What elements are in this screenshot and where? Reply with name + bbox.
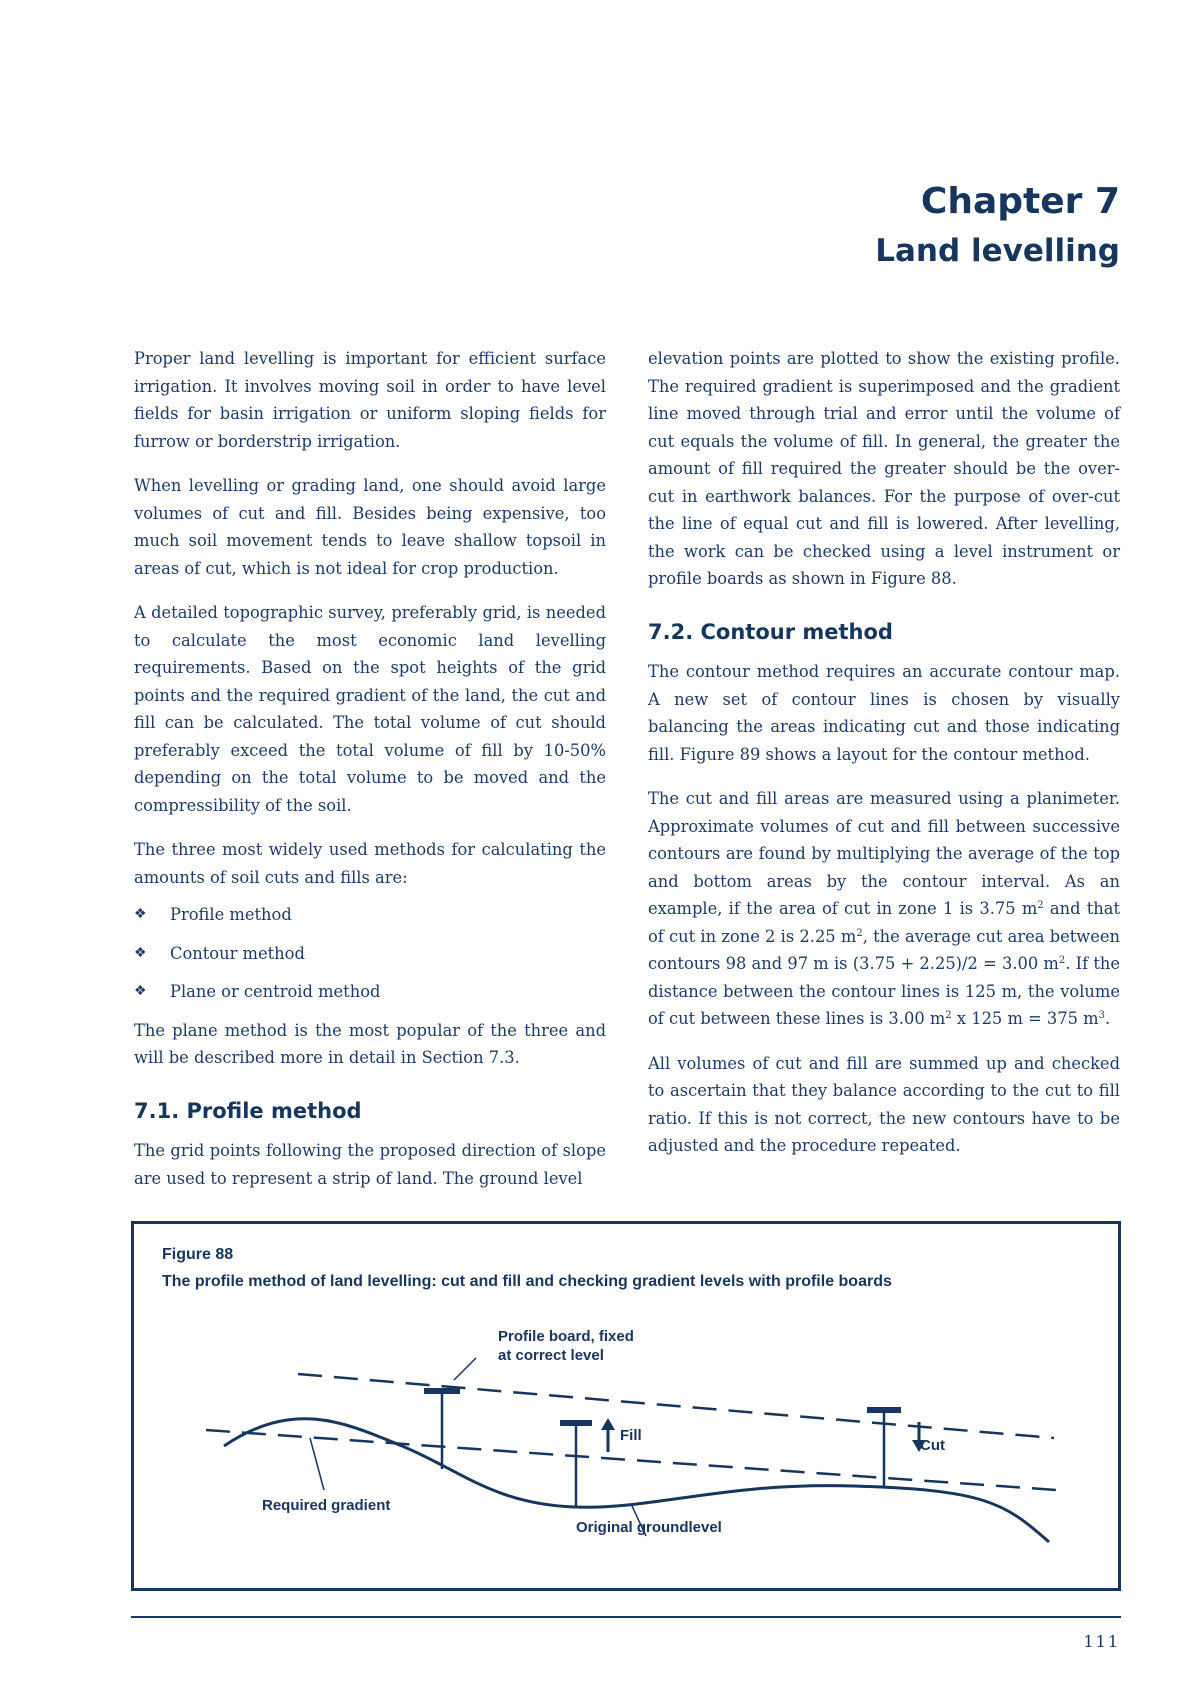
paragraph: A detailed topographic survey, preferably grid, is needed to calculate the most economic land levelling requirements. Based on the spot heights of the grid points and the required gradient of the land, the cut and fill can be calculated. The total volume of cut should preferably exceed the total volume of fill by 10-50% depending on the total volume to be moved and the compressibility of the soil. [134,603,606,815]
leader-line [310,1438,324,1490]
paragraph: The three most widely used methods for calculating the amounts of soil cuts and fills are: [134,840,606,887]
profile-diagram [134,1224,1118,1588]
paragraph: The cut and fill areas are measured using a planimeter. Approximate volumes of cut and fill between successive contours are found by multiplying the average of the top and bottom areas by the contour interval. As an example, if the area of cut in zone 1 is 3.75 $m^2$ and that of cut in zone 2 is 2.25 $m^2$, the average cut area between contours 98 and 97 m is (3.75 + 2.25)/2 = 3.00 $m^2$. If the distance between the contour lines is 125 m, the volume of cut between these lines is 3.00 $m^2$ x 125 m = 375 $m^3$. [648,789,1120,1028]
profile-board-label: at correct level [498,1347,604,1364]
list-item: ❖ Plane or centroid method [134,978,606,1006]
paragraph: Proper land levelling is important for efficient surface irrigation. It involves moving soil in order to have level fields for basin irrigation or uniform sloping fields for furrow or borderstrip irrigation. [134,349,606,451]
chapter-number: Chapter 7 [920,181,1120,222]
fill-label: Fill [620,1427,642,1444]
profile-line [298,1374,1054,1438]
figure-caption: The profile method of land levelling: cut and fill and checking gradient levels with profile boards [162,1273,892,1290]
footer-rule [131,1616,1121,1618]
required-gradient-label: Required gradient [262,1497,391,1514]
methods-list [134,901,606,1006]
diamond-bullet-icon: ❖ [134,906,147,922]
leader-line [454,1358,476,1380]
paragraph: elevation points are plotted to show the existing profile. The required gradient is superimposed and the gradient line moved through trial and error until the volume of cut equals the volume of fill. In general, the greater the amount of fill required the greater should be the over-cut in earthwork balances. For the purpose of over-cut the line of equal cut and fill is lowered. After levelling, the work can be checked using a level instrument or profile boards as shown in Figure 88. [648,349,1120,588]
paragraph: The grid points following the proposed direction of slope are used to represent a strip of land. The ground level [134,1141,606,1188]
section-heading: 7.1. Profile method [134,1098,362,1123]
paragraph: The contour method requires an accurate contour map. A new set of contour lines is chosen by visually balancing the areas indicating cut and those indicating fill. Figure 89 shows a layout for the contour method. [648,662,1120,764]
paragraph: When levelling or grading land, one should avoid large volumes of cut and fill. Besides being expensive, too much soil movement tends to leave shallow topsoil in areas of cut, which is not ideal for crop production. [134,476,606,578]
figure-88 [131,1221,1121,1591]
original-groundlevel-label: Original groundlevel [576,1519,722,1536]
list-item: ❖ Contour method [134,940,606,968]
paragraph: The plane method is the most popular of the three and will be described more in detail in Section 7.3. [134,1020,606,1067]
list-item: ❖ Profile method [134,901,606,929]
cut-label: Cut [920,1437,945,1454]
diamond-bullet-icon: ❖ [134,944,147,961]
diamond-bullet-icon: ❖ [134,983,147,999]
figure-label: Figure 88 [162,1246,234,1263]
left-column [134,345,606,1209]
chapter-title: Land levelling [875,233,1120,269]
section-heading: 7.2. Contour method [648,619,893,644]
page-number: 111 [1083,1632,1120,1651]
right-column [648,345,1120,1177]
paragraph: All volumes of cut and fill are summed up and checked to ascertain that they balance according to the cut to fill ratio. If this is not correct, the new contours have to be adjusted and the procedure repeated. [648,1053,1120,1155]
chapter-heading [875,178,1120,276]
profile-board-label: Profile board, fixed [498,1328,634,1345]
arrowhead-up-icon [601,1418,615,1430]
